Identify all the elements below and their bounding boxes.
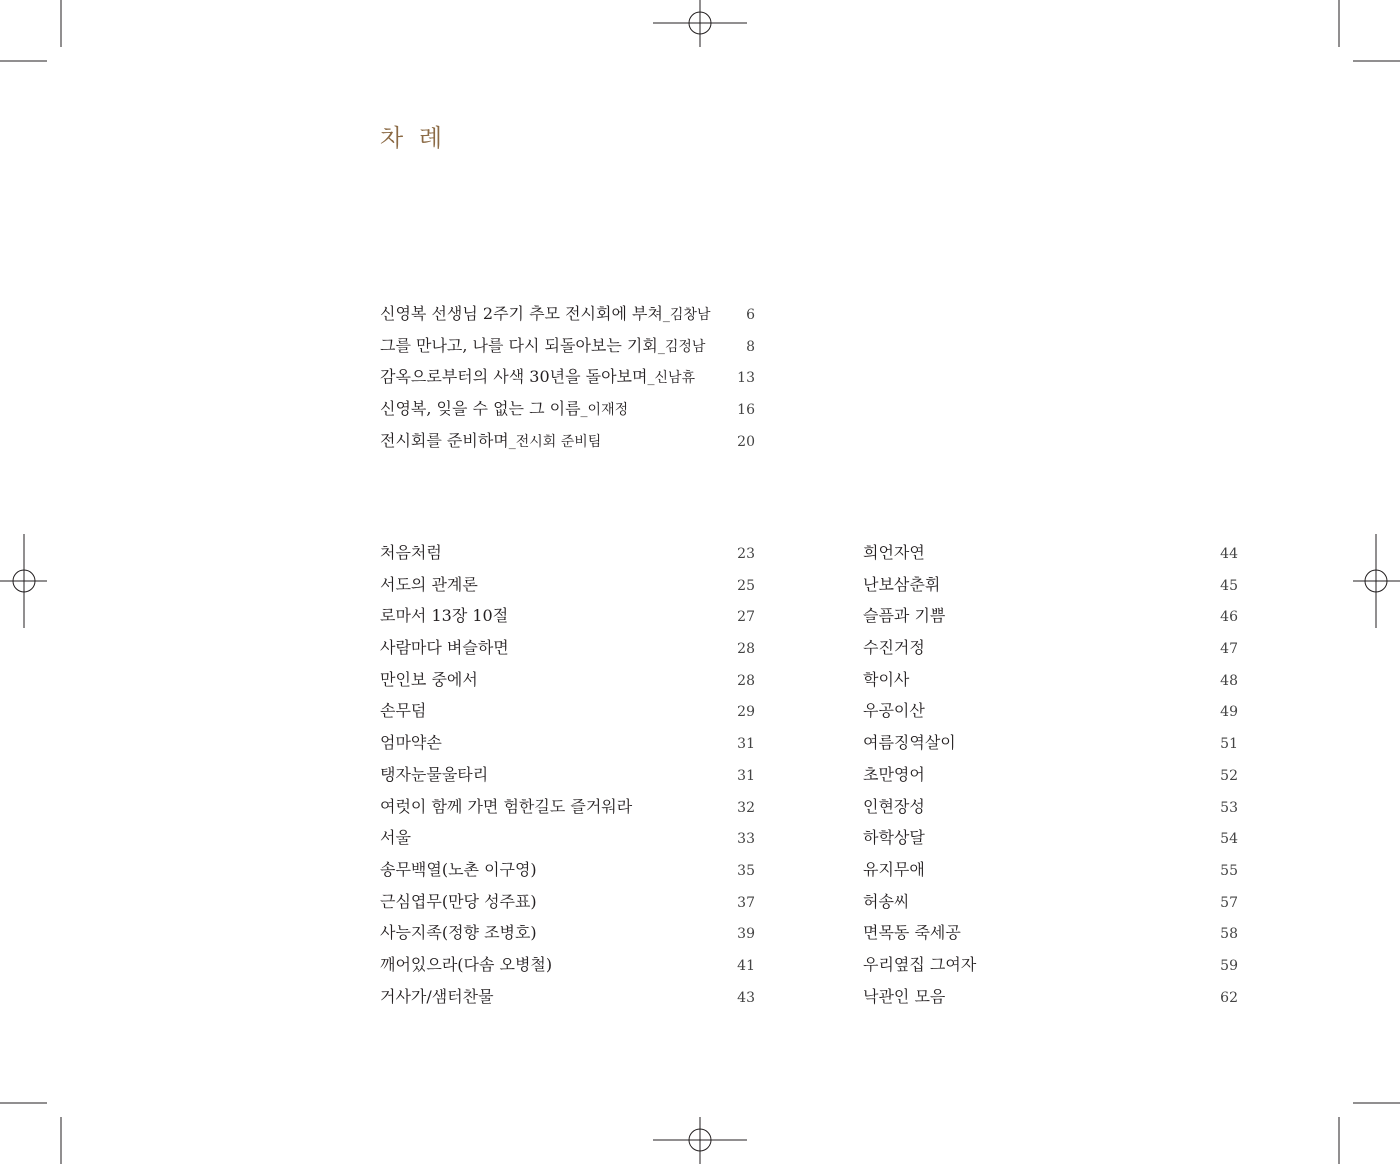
- entry-title: 초만영어: [863, 764, 925, 784]
- page-number: 57: [1220, 894, 1238, 911]
- list-item[interactable]: [380, 569, 755, 601]
- entry-title: 수진거정: [863, 638, 925, 658]
- list-item[interactable]: [863, 791, 1238, 823]
- entry-title: 로마서 13장 10절: [380, 606, 509, 626]
- page-number: 23: [737, 546, 755, 562]
- entry-title: 감옥으로부터의 사색 30년을 돌아보며_신남휴: [380, 367, 696, 387]
- page-number: 52: [1220, 767, 1238, 784]
- entry-title: 허송씨: [863, 891, 910, 911]
- entry-title: 면목동 죽세공: [863, 923, 961, 943]
- page-number: 37: [737, 894, 755, 911]
- entry-title: 사람마다 벼슬하면: [380, 638, 509, 658]
- entry-title: 탱자눈물울타리: [380, 764, 489, 784]
- works-list-right: [863, 537, 1238, 1012]
- list-item[interactable]: [380, 791, 755, 823]
- page-number: 29: [737, 704, 755, 721]
- entry-title: 엄마약손: [380, 733, 442, 753]
- page-number: 51: [1220, 736, 1238, 753]
- list-item[interactable]: [863, 695, 1238, 727]
- list-item[interactable]: [863, 854, 1238, 886]
- list-item[interactable]: [863, 664, 1238, 696]
- list-item[interactable]: [863, 537, 1238, 569]
- page-number: 31: [737, 736, 755, 753]
- page-title: 차 례: [380, 124, 446, 152]
- works-list-left: [380, 537, 755, 1012]
- list-item[interactable]: [380, 393, 755, 425]
- list-item[interactable]: [380, 361, 755, 393]
- entry-title: 깨어있으라(다솜 오병철): [380, 954, 553, 974]
- page-number: 46: [1220, 609, 1238, 626]
- list-item[interactable]: [863, 917, 1238, 949]
- page-number: 8: [746, 338, 755, 355]
- page-number: 16: [737, 402, 755, 419]
- page-number: 20: [737, 433, 755, 450]
- list-item[interactable]: [863, 632, 1238, 664]
- list-item[interactable]: [380, 981, 755, 1013]
- list-item[interactable]: [380, 632, 755, 664]
- entry-title: 유지무애: [863, 859, 925, 879]
- list-item[interactable]: [863, 727, 1238, 759]
- entry-title: 만인보 중에서: [380, 669, 478, 689]
- page-number: 43: [737, 989, 755, 1006]
- page-number: 32: [737, 799, 755, 816]
- page-number: 28: [737, 672, 755, 689]
- entry-title: 인현장성: [863, 796, 925, 816]
- entry-title: 그를 만나고, 나를 다시 되돌아보는 기회_김정남: [380, 335, 706, 355]
- page-number: 48: [1220, 672, 1238, 689]
- list-item[interactable]: [380, 949, 755, 981]
- page-number: 33: [737, 831, 755, 848]
- entry-title: 슬픔과 기쁨: [863, 606, 946, 626]
- page-number: 62: [1220, 989, 1238, 1006]
- page-number: 49: [1220, 704, 1238, 721]
- list-item[interactable]: [380, 886, 755, 918]
- entry-title: 근심엽무(만당 성주표): [380, 891, 537, 911]
- page-number: 54: [1220, 831, 1238, 848]
- entry-title: 신영복 선생님 2주기 추모 전시회에 부쳐_김창남: [380, 304, 711, 323]
- page-number: 44: [1220, 546, 1238, 562]
- page-number: 39: [737, 926, 755, 943]
- page-number: 41: [737, 957, 755, 974]
- page-number: 28: [737, 641, 755, 658]
- list-item[interactable]: [380, 727, 755, 759]
- page-number: 13: [737, 370, 755, 387]
- page-number: 53: [1220, 799, 1238, 816]
- page-number: 27: [737, 609, 755, 626]
- page-number: 58: [1220, 926, 1238, 943]
- list-item[interactable]: [380, 917, 755, 949]
- entry-title: 사능지족(정향 조병호): [380, 923, 537, 943]
- list-item[interactable]: [863, 949, 1238, 981]
- entry-title: 서울: [380, 828, 411, 848]
- page-number: 31: [737, 767, 755, 784]
- entry-title: 우리옆집 그여자: [863, 954, 977, 974]
- list-item[interactable]: [863, 569, 1238, 601]
- entry-title: 학이사: [863, 669, 910, 689]
- page-number: 45: [1220, 577, 1238, 594]
- entry-title: 여름징역살이: [863, 733, 956, 753]
- entry-title: 여럿이 함께 가면 험한길도 즐거워라: [380, 796, 633, 816]
- entry-title: 전시회를 준비하며_전시회 준비팀: [380, 430, 602, 450]
- entry-title: 희언자연: [863, 543, 925, 562]
- entry-title: 처음처럼: [380, 543, 442, 562]
- entry-title: 난보삼춘휘: [863, 574, 941, 594]
- entry-title: 손무덤: [380, 701, 427, 721]
- page-number: 55: [1220, 862, 1238, 879]
- list-item[interactable]: [380, 759, 755, 791]
- entry-title: 신영복, 잊을 수 없는 그 이름_이재정: [380, 399, 629, 419]
- page-number: 25: [737, 577, 755, 594]
- entry-title: 우공이산: [863, 701, 925, 721]
- list-item[interactable]: [863, 822, 1238, 854]
- list-item[interactable]: [863, 600, 1238, 632]
- page-number: 6: [746, 307, 755, 323]
- entry-title: 거사가/샘터찬물: [380, 986, 494, 1006]
- list-item[interactable]: [380, 822, 755, 854]
- list-item[interactable]: [380, 537, 755, 569]
- list-item[interactable]: [380, 600, 755, 632]
- preface-list: [380, 298, 755, 456]
- list-item[interactable]: [380, 854, 755, 886]
- page-number: 59: [1220, 957, 1238, 974]
- list-item[interactable]: [380, 330, 755, 362]
- list-item[interactable]: [380, 664, 755, 696]
- page-number: 35: [737, 862, 755, 879]
- entry-title: 하학상달: [863, 828, 925, 848]
- list-item[interactable]: [380, 695, 755, 727]
- entry-title: 서도의 관계론: [380, 574, 478, 594]
- list-item[interactable]: [380, 298, 755, 330]
- list-item[interactable]: [380, 425, 755, 457]
- list-item[interactable]: [863, 886, 1238, 918]
- list-item[interactable]: [863, 759, 1238, 791]
- entry-title: 송무백열(노촌 이구영): [380, 859, 537, 879]
- list-item[interactable]: [863, 981, 1238, 1013]
- page-number: 47: [1220, 641, 1238, 658]
- entry-title: 낙관인 모음: [863, 986, 946, 1006]
